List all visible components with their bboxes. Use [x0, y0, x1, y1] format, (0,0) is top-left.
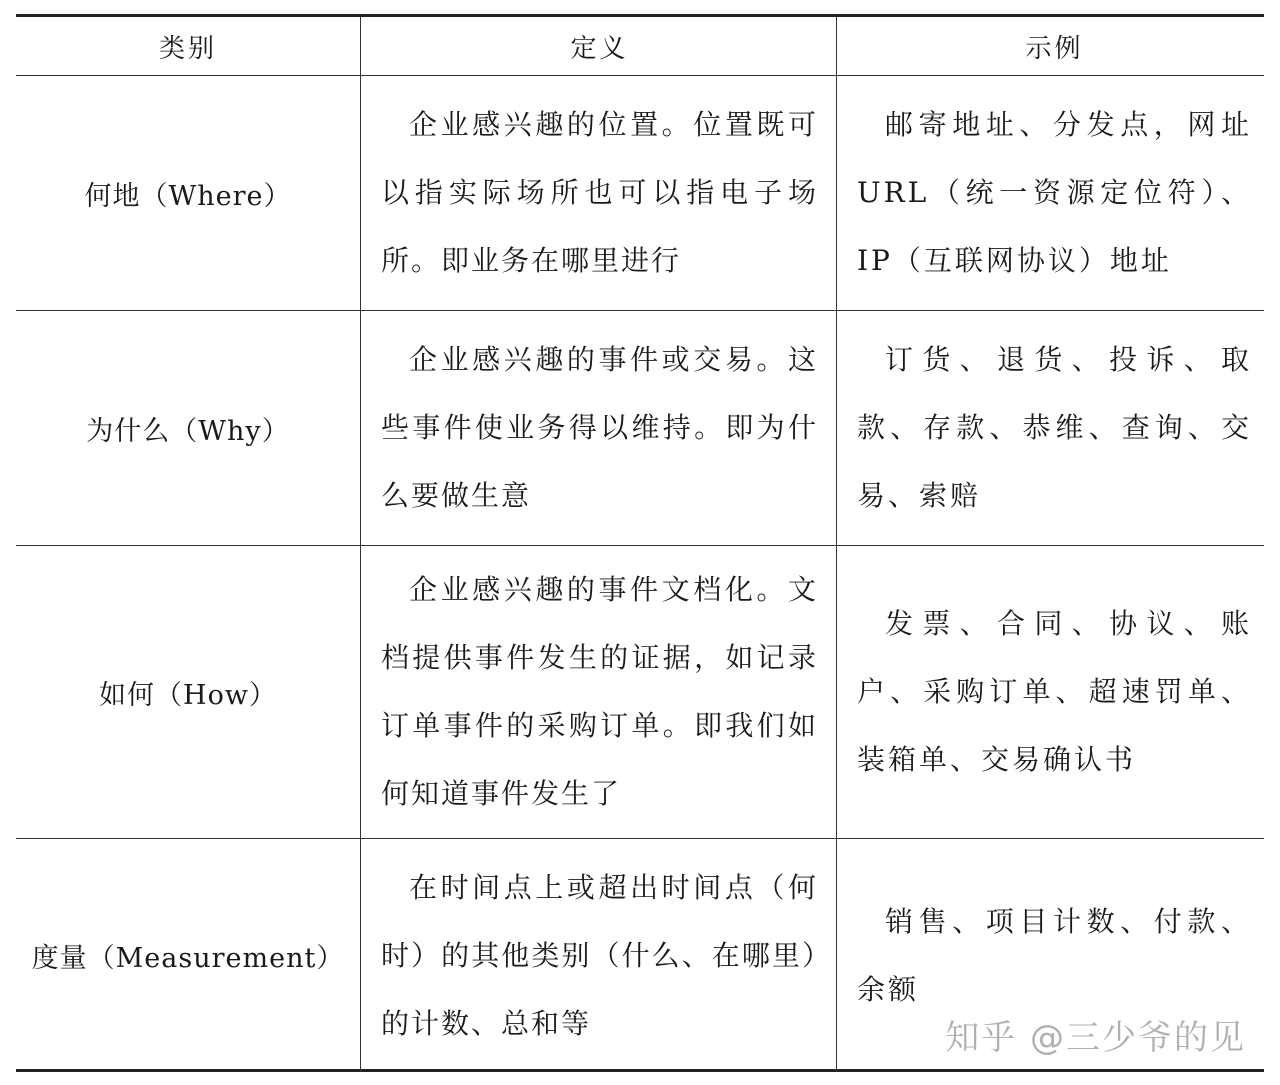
table-row — [16, 311, 1264, 546]
example-cell: 邮寄地址、分发点，网址URL（统一资源定位符）、IP（互联网协议）地址 — [857, 108, 1252, 277]
category-cell: 度量（Measurement） — [16, 839, 361, 1072]
header-definition: 定义 — [361, 17, 837, 75]
example-cell: 销售、项目计数、付款、余额 — [857, 904, 1252, 1006]
definition-cell: 企业感兴趣的事件文档化。文档提供事件发生的证据，如记录订单事件的采购订单。即我们如何知道事件发生了 — [361, 546, 837, 838]
definition-cell: 企业感兴趣的位置。位置既可以指实际场所也可以指电子场所。即业务在哪里进行 — [361, 76, 837, 310]
example-cell: 订货、退货、投诉、取款、存款、恭维、查询、交易、索赔 — [857, 343, 1252, 512]
category-cell: 何地（Where） — [16, 76, 361, 310]
category-cell: 如何（How） — [16, 546, 361, 838]
header-example: 示例 — [1025, 33, 1084, 64]
example-cell: 发票、合同、协议、账户、采购订单、超速罚单、装箱单、交易确认书 — [857, 607, 1252, 776]
header-category: 类别 — [16, 17, 361, 75]
table-row — [16, 546, 1264, 839]
category-cell: 为什么（Why） — [16, 311, 361, 545]
definition-cell: 企业感兴趣的事件或交易。这些事件使业务得以维持。即为什么要做生意 — [361, 311, 837, 545]
definition-cell: 在时间点上或超出时间点（何时）的其他类别（什么、在哪里）的计数、总和等 — [361, 839, 837, 1072]
zhihu-watermark: 知乎 @三少爷的见 — [945, 1018, 1246, 1058]
definition-table — [16, 14, 1264, 1072]
table-row — [16, 76, 1264, 311]
table-header-row — [16, 17, 1264, 76]
